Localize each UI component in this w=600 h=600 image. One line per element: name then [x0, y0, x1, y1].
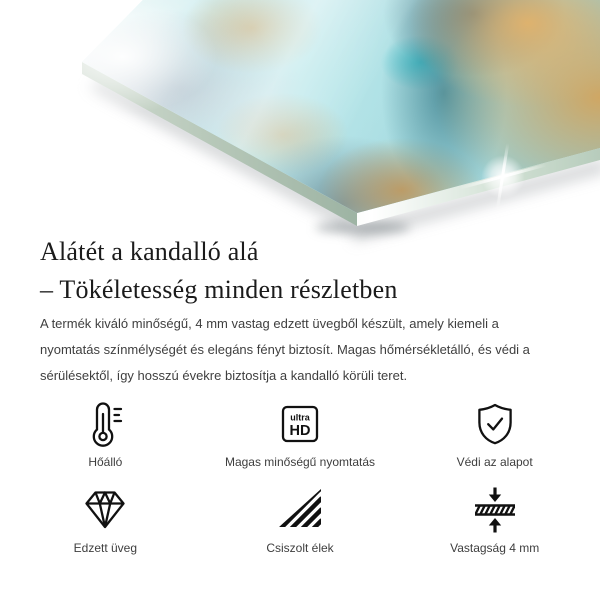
- feature-item-thickness: [397, 484, 592, 570]
- page-title-line1: Alátét a kandalló alá: [40, 237, 259, 266]
- feature-item-polished-edges: [203, 484, 398, 570]
- feature-label: Magas minőségű nyomtatás: [224, 455, 376, 469]
- feature-label: Edzett üveg: [73, 541, 138, 555]
- shield-check-icon: [471, 398, 519, 450]
- feature-label: Hőálló: [88, 455, 123, 469]
- hero-image: [0, 0, 600, 232]
- thermometer-icon: [81, 398, 129, 450]
- svg-text:ultra: ultra: [290, 412, 310, 423]
- feature-label: Vastagság 4 mm: [450, 541, 540, 555]
- polished-edges-icon: [276, 484, 324, 536]
- feature-grid: [8, 398, 592, 570]
- ultra-hd-icon: [276, 398, 324, 450]
- page-title: [40, 233, 398, 309]
- feature-item-tempered-glass: [8, 484, 203, 570]
- feature-item-print-quality: [203, 398, 398, 484]
- diamond-icon: [81, 484, 129, 536]
- svg-text:HD: HD: [289, 423, 311, 439]
- thickness-icon: [471, 484, 519, 536]
- feature-label: Védi az alapot: [456, 455, 533, 469]
- page-title-line2: – Tökéletesség minden részletben: [40, 275, 398, 304]
- product-description: A termék kiváló minőségű, 4 mm vastag edzett üvegből készült, amely kiemeli a nyomtatás színmélységét és elegáns fényt biztosít. Magas hőmérsékletálló, és védi a sérülésektől, így hosszú évekre biztosítja a kandalló körüli teret.: [40, 316, 530, 383]
- feature-item-heat-resistant: [8, 398, 203, 484]
- glass-corner-haze: [28, 0, 238, 135]
- feature-label: Csiszolt élek: [266, 541, 334, 555]
- feature-item-protects-base: [397, 398, 592, 484]
